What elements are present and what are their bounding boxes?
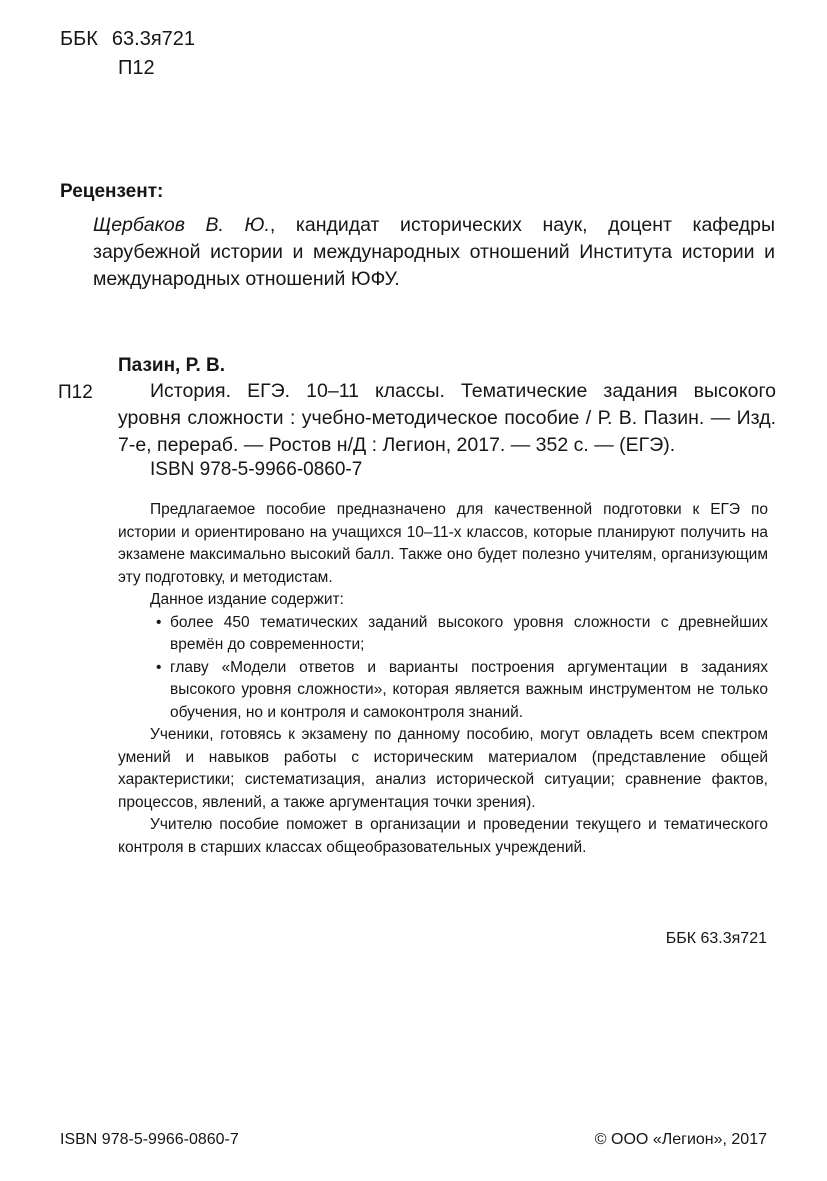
bbk-label: ББК <box>60 28 98 50</box>
catalog-isbn: ISBN 978-5-9966-0860-7 <box>150 459 363 480</box>
bbk-footer: ББК 63.3я721 <box>665 930 767 947</box>
annotation <box>118 499 768 859</box>
isbn-footer: ISBN 978-5-9966-0860-7 <box>60 1131 239 1148</box>
catalog-author: Пазин, Р. В. <box>118 355 225 376</box>
reviewer-details: , кандидат исторических наук, доцент кафедры зарубежной истории и международных отношений Института истории и международных отношений ЮФУ. <box>93 214 775 290</box>
reviewer-text <box>93 212 775 293</box>
reviewer-label: Рецензент: <box>60 181 164 202</box>
author-index-top: П12 <box>118 57 155 79</box>
copyright: © ООО «Легион», 2017 <box>594 1131 767 1148</box>
list-item: • главу «Модели ответов и варианты построения аргументации в заданиях высокого уровня сложности», которая является важным инструментом не только обучения, но и контроля и самоконтроля знаний. <box>156 657 768 725</box>
catalog-index: П12 <box>58 382 93 403</box>
annotation-bullet-list <box>118 612 768 725</box>
annotation-paragraph-3: Учителю пособие поможет в организации и проведении текущего и тематического контроля в старших классах общеобразовательных учреждений. <box>118 816 768 856</box>
bbk-code: 63.3я721 <box>111 28 196 50</box>
annotation-paragraph-1: Предлагаемое пособие предназначено для качественной подготовки к ЕГЭ по истории и ориентировано на учащихся 10–11-х классов, которые планируют получить на экзамене максимально высокий балл. Также оно будет полезно учителям, организующим эту подготовку, и методистам. <box>118 501 768 586</box>
list-item: • более 450 тематических заданий высокого уровня сложности с древнейших времён до современности; <box>156 612 768 657</box>
annotation-paragraph-2: Ученики, готовясь к экзамену по данному пособию, могут овладеть всем спектром умений и навыков работы с историческим материалом (представление общей характеристики; систематизация, анализ исторической ситуации; сравнение фактов, процессов, явлений, а также аргументация точки зрения). <box>118 726 768 811</box>
catalog-description: История. ЕГЭ. 10–11 классы. Тематические задания высокого уровня сложности : учебно-методическое пособие / Р. В. Пазин. — Изд. 7-е, перераб. — Ростов н/Д : Легион, 2017. — 352 с. — (ЕГЭ). <box>118 380 776 456</box>
bbk-header <box>60 26 195 52</box>
reviewer-name: Щербаков В. Ю. <box>93 214 270 236</box>
annotation-contents-label: Данное издание содержит: <box>150 591 344 608</box>
